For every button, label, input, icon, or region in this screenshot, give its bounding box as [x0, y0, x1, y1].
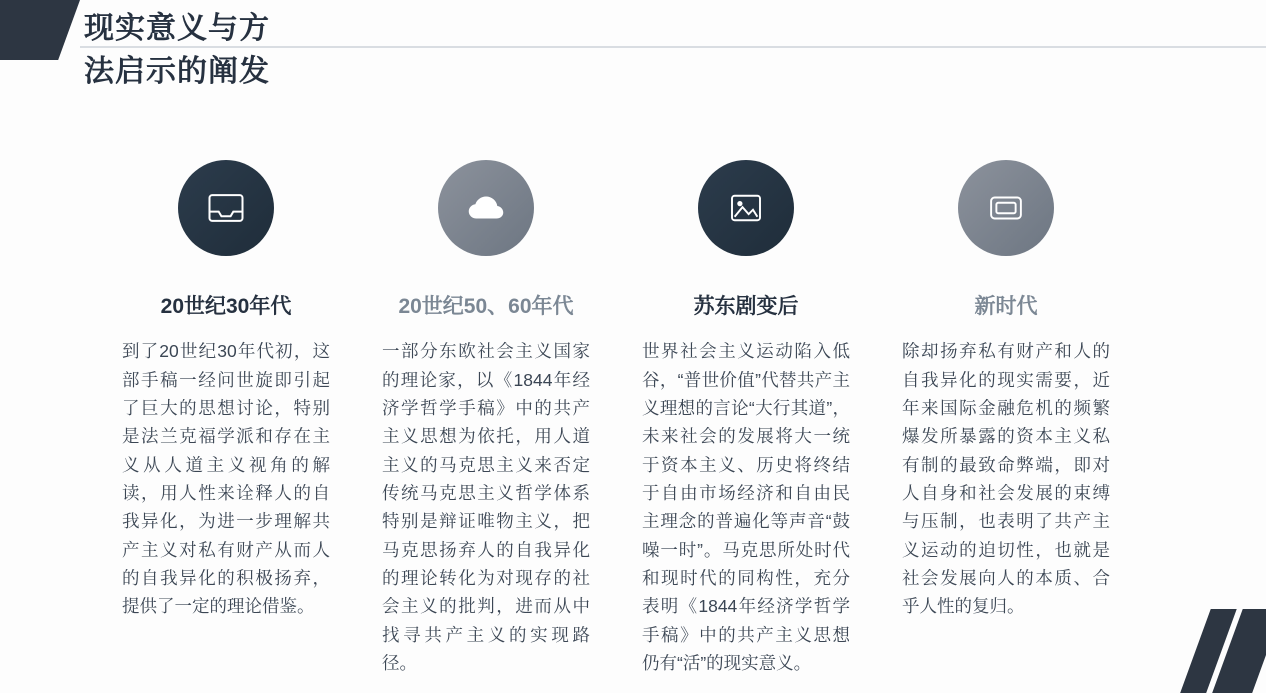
column-title-4: 新时代 — [974, 295, 1038, 318]
page-title — [84, 8, 684, 93]
column-body-2: 一部分东欧社会主义国家的理论家，以《1844年经济学哲学手稿》中的共产主义思想为依托，用人道主义的马克思主义来否定传统马克思主义哲学体系特别是辩证唯物主义，把马克思扬弃人的自我异化的理论转化为对现存的社会主义的批判，进而从中找寻共产主义的实现路径。 — [382, 341, 590, 673]
icon-circle-3 — [698, 160, 794, 256]
cloud-icon — [463, 185, 509, 231]
columns-container — [0, 160, 1266, 677]
page-title-line-1: 现实意义与方 — [84, 12, 270, 45]
column-4 — [900, 160, 1112, 677]
column-title-2: 20世纪50、60年代 — [398, 295, 574, 318]
column-1 — [120, 160, 332, 677]
page-title-line-2: 法启示的阐发 — [84, 54, 270, 88]
column-3 — [640, 160, 852, 677]
image-photo-icon — [725, 187, 767, 229]
inbox-tray-icon — [204, 186, 248, 230]
corner-decoration — [1146, 609, 1266, 693]
column-title-1: 20世纪30年代 — [160, 295, 292, 318]
icon-circle-1 — [178, 160, 274, 256]
column-body-3: 世界社会主义运动陷入低谷，“普世价值”代替共产主义理想的言论“大行其道”，未来社会的发展将大一统于资本主义、历史将终结于自由市场经济和自由民主理念的普遍化等声音“鼓噪一时”。马克思所处时代和现时代的同构性，充分表明《1844年经济学哲学手稿》中的共产主义思想仍有“活”的现实意义。 — [642, 341, 850, 673]
column-body-4: 除却扬弃私有财产和人的自我异化的现实需要，近年来国际金融危机的频繁爆发所暴露的资本主义私有制的最致命弊端，即对人自身和社会发展的束缚与压制，也表明了共产主义运动的迫切性，也就是社会发展向人的本质、合乎人性的复归。 — [902, 341, 1110, 617]
column-title-3: 苏东剧变后 — [693, 295, 799, 318]
column-2 — [380, 160, 592, 677]
icon-circle-4 — [958, 160, 1054, 256]
column-body-1: 到了20世纪30年代初，这部手稿一经问世旋即引起了巨大的思想讨论，特别是法兰克福学派和存在主义从人道主义视角的解读，用人性来诠释人的自我异化，为进一步理解共产主义对私有财产从而人的自我异化的积极扬弃，提供了一定的理论借鉴。 — [122, 341, 330, 617]
icon-circle-2 — [438, 160, 534, 256]
monitor-screen-icon — [985, 187, 1027, 229]
